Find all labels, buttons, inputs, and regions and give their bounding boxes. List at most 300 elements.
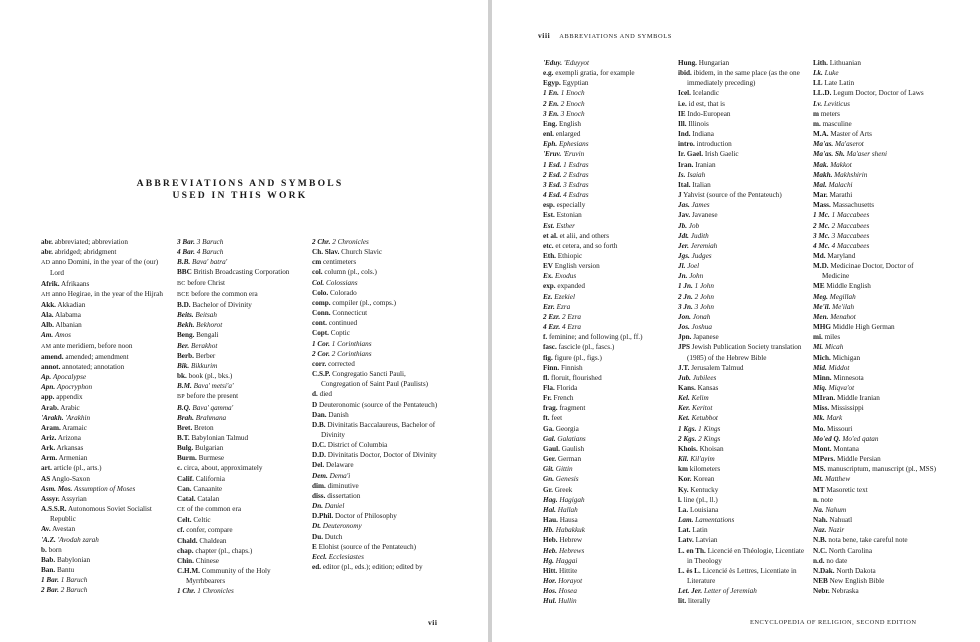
abbreviation-term: 2 Kgs. xyxy=(678,434,697,443)
abbreviation-definition: id est, that is xyxy=(688,99,725,108)
abbreviation-definition: Ethiopic xyxy=(557,251,583,260)
abbreviation-definition: anno Domini, in the year of the (our) Lord xyxy=(50,258,159,278)
abbreviation-definition: Iranian xyxy=(695,160,716,169)
abbreviation-entry xyxy=(678,271,806,281)
abbreviation-definition: Lithuanian xyxy=(829,59,861,67)
abbreviation-entry xyxy=(678,221,806,231)
abbreviation-entry xyxy=(678,586,806,596)
abbreviation-definition: 1 Kings xyxy=(698,424,721,433)
abbreviation-entry xyxy=(312,552,444,562)
abbreviation-term: Asm. Mos. xyxy=(41,484,73,493)
abbreviation-definition: Avestan xyxy=(52,525,76,534)
abbreviation-term: Kil. xyxy=(678,455,689,464)
abbreviation-entry xyxy=(177,403,305,413)
abbreviation-term: Egyp. xyxy=(543,79,561,88)
abbreviation-definition: Deuteronomy xyxy=(322,522,362,531)
abbreviation-entry xyxy=(813,119,941,129)
abbreviation-entry xyxy=(312,369,444,389)
abbreviation-entry xyxy=(41,341,169,352)
abbreviation-definition: Joshua xyxy=(691,323,712,332)
abbreviation-definition: Horayot xyxy=(558,576,583,585)
abbreviation-term: C.S.P. xyxy=(312,370,331,379)
abbreviation-definition: 3 Enoch xyxy=(560,109,585,118)
abbreviation-definition: Finnish xyxy=(560,363,583,372)
abbreviation-entry xyxy=(678,413,806,423)
abbreviation-term: E xyxy=(312,542,317,551)
abbreviation-definition: Lamentations xyxy=(695,516,735,525)
abbreviation-definition: floruit, flourished xyxy=(550,373,602,382)
abbreviation-term: corr. xyxy=(312,359,327,368)
abbreviation-term: M.A. xyxy=(813,130,829,139)
abbreviation-entry xyxy=(543,353,671,363)
abbreviation-definition: Estonian xyxy=(556,211,582,220)
abbreviation-entry xyxy=(41,423,169,433)
abbreviation-entry xyxy=(177,546,305,556)
abbreviation-entry xyxy=(678,160,806,170)
abbreviation-entry xyxy=(177,515,305,525)
abbreviation-term: Afrik. xyxy=(41,279,60,288)
abbreviation-definition: Canaanite xyxy=(193,484,223,493)
abbreviation-term: B.M. xyxy=(177,382,192,391)
abbreviation-definition: English xyxy=(558,119,581,128)
abbreviation-term: Bab. xyxy=(41,555,56,564)
abbreviation-entry xyxy=(312,257,444,267)
abbreviation-term: Bulg. xyxy=(177,444,194,453)
abbreviation-term: 1 En. xyxy=(543,89,559,98)
abbreviation-entry xyxy=(813,576,941,586)
abbreviation-term: Lv. xyxy=(813,99,823,108)
abbreviation-entry xyxy=(813,139,941,149)
abbreviation-definition: Genesis xyxy=(555,475,579,484)
abbreviation-entry xyxy=(543,271,671,281)
abbreviation-entry xyxy=(813,464,941,474)
abbreviation-definition: exempli gratia, for example xyxy=(555,69,635,78)
abbreviation-entry xyxy=(177,566,305,586)
abbreviation-entry xyxy=(177,391,305,402)
abbreviation-definition: 'Avodah zarah xyxy=(57,535,99,544)
abbreviation-definition: et alii, and others xyxy=(559,231,610,240)
abbreviation-term: comp. xyxy=(312,298,331,307)
abbreviation-entry xyxy=(678,58,806,68)
abbreviation-definition: Illinois xyxy=(688,119,709,128)
abbreviation-term: AM xyxy=(41,343,52,350)
abbreviation-term: esp. xyxy=(543,201,555,210)
abbreviation-definition: Egyptian xyxy=(562,79,589,88)
abbreviation-definition: Babylonian Talmud xyxy=(191,433,249,442)
abbreviation-entry xyxy=(41,433,169,443)
abbreviation-term: Jas. xyxy=(678,201,690,210)
abbreviation-entry xyxy=(177,525,305,535)
abbreviation-definition: Elohist (source of the Pentateuch) xyxy=(318,542,416,551)
abbreviation-definition: Haggai xyxy=(555,556,578,565)
abbreviation-entry xyxy=(678,566,806,586)
abbreviation-definition: Breton xyxy=(194,423,214,432)
abbreviation-entry xyxy=(678,464,806,474)
abbreviation-entry xyxy=(678,322,806,332)
abbreviation-term: Mid. xyxy=(813,363,827,372)
abbreviation-definition: Middle Iranian xyxy=(836,394,880,403)
abbreviation-definition: 1 Maccabees xyxy=(831,211,870,220)
abbreviation-definition: Latin xyxy=(692,526,708,535)
abbreviation-entry xyxy=(678,119,806,129)
abbreviation-term: Calif. xyxy=(177,474,194,483)
abbreviation-definition: 2 John xyxy=(694,292,714,301)
abbreviation-term: b. xyxy=(41,545,47,554)
abbreviation-term: L. ès L. xyxy=(678,566,701,575)
abbreviation-entry xyxy=(177,320,305,330)
abbreviation-entry xyxy=(813,129,941,139)
abbreviation-definition: Kil'ayim xyxy=(690,455,715,464)
abbreviation-definition: Hebrew xyxy=(559,536,583,545)
abbreviation-term: Jpn. xyxy=(678,333,692,342)
abbreviation-entry xyxy=(312,278,444,288)
abbreviation-entry xyxy=(543,556,671,566)
abbreviation-entry xyxy=(678,231,806,241)
abbreviation-entry xyxy=(543,88,671,98)
abbreviation-entry xyxy=(177,247,305,257)
abbreviation-entry xyxy=(177,586,305,596)
abbreviation-term: fig. xyxy=(543,353,553,362)
abbreviation-entry xyxy=(678,546,806,566)
abbreviation-term: lit. xyxy=(678,597,687,606)
abbreviation-term: Gn. xyxy=(543,475,554,484)
abbreviation-entry xyxy=(41,524,169,534)
abbreviation-entry xyxy=(813,241,941,251)
abbreviation-term: Jgs. xyxy=(678,251,690,260)
abbreviation-definition: Hausa xyxy=(559,516,578,525)
abbreviation-entry xyxy=(543,68,671,78)
abbreviation-definition: Nebraska xyxy=(831,587,859,596)
abbreviation-term: Ez. xyxy=(543,292,553,301)
abbreviation-entry xyxy=(177,443,305,453)
abbreviation-definition: Japanese xyxy=(693,333,719,342)
abbreviation-term: 2 Bar. xyxy=(41,586,59,595)
abbreviation-entry xyxy=(543,474,671,484)
abbreviation-definition: Autonomous Soviet Socialist Republic xyxy=(50,505,152,524)
abbreviation-term: Ga. xyxy=(543,424,554,433)
abbreviation-entry xyxy=(678,373,806,383)
abbreviation-term: Ket. xyxy=(678,414,690,423)
abbreviation-term: Bret. xyxy=(177,423,193,432)
abbreviation-definition: North Dakota xyxy=(836,566,876,575)
abbreviation-term: Lith. xyxy=(813,59,828,67)
abbreviation-term: D.Phil. xyxy=(312,512,334,521)
abbreviation-definition: literally xyxy=(687,597,711,606)
abbreviation-term: c. xyxy=(177,464,182,473)
abbreviation-term: Ma'as. xyxy=(813,140,834,149)
abbreviation-entry xyxy=(678,129,806,139)
abbreviation-definition: Ezra xyxy=(556,302,571,311)
abbreviation-entry xyxy=(678,515,806,525)
abbreviation-term: 4 Ezr. xyxy=(543,323,561,332)
abbreviation-entry xyxy=(312,542,444,552)
abbreviation-entry xyxy=(813,200,941,210)
abbreviation-term: Alb. xyxy=(41,321,54,330)
abbreviation-definition: John xyxy=(689,272,704,281)
abbreviation-definition: Malachi xyxy=(828,180,853,189)
abbreviation-definition: Bantu xyxy=(56,566,75,574)
abbreviation-term: Assyr. xyxy=(41,494,60,503)
abbreviation-term: Eth. xyxy=(543,251,556,260)
abbreviation-term: Bik. xyxy=(177,361,190,370)
abbreviation-term: f. xyxy=(543,333,548,342)
abbreviation-definition: District of Columbia xyxy=(327,441,388,450)
abbreviation-entry xyxy=(41,535,169,545)
abbreviation-entry xyxy=(543,109,671,119)
abbreviation-definition: Arizona xyxy=(57,433,81,442)
abbreviation-definition: Berakhot xyxy=(190,341,218,350)
abbreviation-definition: 1 Esdras xyxy=(563,160,589,169)
abbreviation-definition: Coptic xyxy=(330,329,350,338)
abbreviation-definition: Ecclesiastes xyxy=(328,552,364,561)
abbreviation-entry xyxy=(177,381,305,391)
abbreviation-entry xyxy=(312,328,444,338)
abbreviation-term: amend. xyxy=(41,352,64,361)
abbreviation-definition: Divinitatis Doctor, Doctor of Divinity xyxy=(327,451,437,460)
abbreviation-term: La. xyxy=(678,505,689,514)
abbreviation-entry xyxy=(177,330,305,340)
abbreviation-definition: 2 Chronicles xyxy=(332,238,369,246)
abbreviation-entry xyxy=(41,247,169,257)
abbreviation-entry xyxy=(543,312,671,322)
abbreviation-entry xyxy=(41,352,169,362)
abbreviation-entry xyxy=(312,471,444,481)
abbreviation-entry xyxy=(543,200,671,210)
running-head xyxy=(538,31,672,40)
abbreviation-definition: Missouri xyxy=(826,424,853,433)
abbreviation-entry xyxy=(41,413,169,423)
abbreviation-term: 1 Chr. xyxy=(177,587,196,596)
abbreviation-term: art. xyxy=(41,464,52,473)
abbreviation-term: Eph. xyxy=(543,140,558,149)
abbreviation-term: 2 Cor. xyxy=(312,349,330,358)
book-title-footer: ENCYCLOPEDIA OF RELIGION, SECOND EDITION xyxy=(750,619,917,626)
abbreviation-entry xyxy=(543,525,671,535)
abbreviation-entry xyxy=(678,281,806,291)
abbreviation-entry xyxy=(312,349,444,359)
abbreviation-entry xyxy=(543,221,671,231)
abbreviation-definition: Irish Gaelic xyxy=(704,150,739,159)
abbreviation-term: Ky. xyxy=(678,485,689,494)
abbreviation-term: Latv. xyxy=(678,536,694,545)
abbreviation-term: fl. xyxy=(543,373,550,382)
abbreviation-term: 1 Esd. xyxy=(543,160,562,169)
abbreviation-definition: Massachusetts xyxy=(832,201,875,210)
abbreviation-term: Jn. xyxy=(678,272,688,281)
abbreviation-entry xyxy=(177,351,305,361)
abbreviation-term: BC xyxy=(177,280,186,287)
abbreviation-entry xyxy=(678,149,806,159)
abbreviation-term: Lam. xyxy=(678,516,694,525)
abbreviation-term: Dn. xyxy=(312,502,323,511)
abbreviation-term: Lk. xyxy=(813,69,823,78)
abbreviation-definition: Jeremiah xyxy=(690,241,718,250)
abbreviation-term: Arm. xyxy=(41,454,58,463)
abbreviation-definition: Menahot xyxy=(830,312,856,321)
abbreviation-term: Kans. xyxy=(678,384,696,392)
abbreviation-definition: Judith xyxy=(690,231,709,240)
abbreviation-entry xyxy=(543,78,671,88)
abbreviation-term: D xyxy=(312,400,318,409)
abbreviation-definition: 2 Corinthians xyxy=(331,349,372,358)
abbreviation-term: Md. xyxy=(813,251,826,260)
abbreviation-term: Gal. xyxy=(543,434,556,443)
abbreviation-definition: Makhshirin xyxy=(834,170,868,179)
abbreviation-term: J.T. xyxy=(678,363,690,372)
abbreviation-definition: Indo-European xyxy=(687,109,731,118)
abbreviation-term: Miss. xyxy=(813,404,830,413)
abbreviation-entry xyxy=(543,139,671,149)
abbreviation-entry xyxy=(813,495,941,505)
abbreviation-entry xyxy=(813,332,941,342)
abbreviation-definition: Apocalypse xyxy=(52,373,87,382)
abbreviation-term: cm xyxy=(312,258,322,267)
abbreviation-term: Apn. xyxy=(41,383,56,392)
abbreviation-definition: Danish xyxy=(328,410,349,419)
abbreviation-term: B.T. xyxy=(177,433,190,442)
abbreviation-definition: introduction xyxy=(696,140,732,149)
abbreviation-definition: Hebrews xyxy=(558,546,585,555)
abbreviation-term: LL.D. xyxy=(813,89,832,98)
abbreviation-definition: Nahum xyxy=(825,505,847,514)
abbreviation-term: Jb. xyxy=(678,221,687,230)
abbreviation-term: 2 Ezr. xyxy=(543,312,561,321)
abbreviation-term: NEB xyxy=(813,576,828,585)
abbreviation-term: Ex. xyxy=(543,272,554,281)
abbreviation-term: Heb. xyxy=(543,546,558,555)
abbreviation-term: Conn. xyxy=(312,309,331,318)
abbreviation-entry xyxy=(813,515,941,525)
abbreviation-definition: Masoretic text xyxy=(826,485,868,494)
title-line-1: ABBREVIATIONS AND SYMBOLS xyxy=(136,178,344,189)
abbreviation-term: Ber. xyxy=(177,341,190,350)
abbreviation-definition: Ephesians xyxy=(558,140,589,149)
abbreviation-term: B.Q. xyxy=(177,403,191,412)
abbreviation-definition: Colossians xyxy=(325,278,358,287)
abbreviation-term: Eccl. xyxy=(312,552,327,561)
abbreviation-term: 2 Chr. xyxy=(312,238,331,246)
abbreviation-term: Is. xyxy=(678,170,686,179)
abbreviation-definition: Middle High German xyxy=(832,323,895,332)
abbreviation-definition: enlarged xyxy=(555,130,581,139)
abbreviation-term: diss. xyxy=(312,491,326,500)
abbreviation-entry xyxy=(543,342,671,352)
abbreviation-definition: 1 Baruch xyxy=(60,576,88,585)
abbreviation-definition: masculine xyxy=(822,119,852,128)
abbreviation-definition: Yahvist (source of the Pentateuch) xyxy=(683,191,782,200)
abbreviation-term: Fla. xyxy=(543,384,555,392)
abbreviation-definition: fragment xyxy=(559,404,586,413)
abbreviation-definition: Jonah xyxy=(692,312,711,321)
abbreviation-definition: chapter (pl., chaps.) xyxy=(195,546,253,555)
abbreviation-term: Nah. xyxy=(813,516,828,525)
abbreviation-definition: 'Eduyyot xyxy=(563,59,589,67)
abbreviation-entry xyxy=(813,78,941,88)
abbreviation-definition: Bikkurim xyxy=(190,361,218,370)
abbreviation-definition: no date xyxy=(826,556,848,565)
abbreviation-entry xyxy=(543,576,671,586)
abbreviation-definition: Hallah xyxy=(557,505,578,514)
abbreviation-term: Jav. xyxy=(678,211,691,220)
abbreviation-term: Mo'ed Q. xyxy=(813,434,841,443)
title-line-2: USED IN THIS WORK xyxy=(172,190,308,201)
abbreviation-entry xyxy=(312,491,444,501)
abbreviation-definition: Jewish Publication Society translation (1985) of the Hebrew Bible xyxy=(687,343,802,362)
abbreviation-term: Aram. xyxy=(41,423,61,432)
abbreviation-definition: Georgia xyxy=(555,424,579,433)
abbreviation-term: Av. xyxy=(41,525,51,534)
abbreviation-definition: Minnesota xyxy=(833,373,864,382)
abbreviation-entry xyxy=(41,494,169,504)
abbreviation-definition: Ketubbot xyxy=(691,414,718,423)
running-head-page-number: viii xyxy=(538,31,551,40)
abbreviation-entry xyxy=(177,361,305,371)
abbreviation-entry xyxy=(678,332,806,342)
abbreviation-definition: before Christ xyxy=(187,278,226,287)
abbreviation-entry xyxy=(41,403,169,413)
abbreviation-term: Can. xyxy=(177,484,192,493)
abbreviation-entry xyxy=(678,535,806,545)
left-page xyxy=(0,0,488,642)
abbreviation-definition: feminine; and following (pl., ff.) xyxy=(549,333,643,342)
abbreviation-definition: Latvian xyxy=(695,536,718,545)
abbreviation-term: 1 Kgs. xyxy=(678,424,697,433)
abbreviation-term: cf. xyxy=(177,526,185,535)
abbreviation-definition: 2 Ezra xyxy=(561,312,581,321)
abbreviation-term: Hal. xyxy=(543,505,556,514)
abbreviation-term: Git. xyxy=(543,465,554,474)
abbreviation-definition: Bekhorot xyxy=(196,321,223,330)
abbreviation-entry xyxy=(543,413,671,423)
abbreviation-term: app. xyxy=(41,393,55,402)
abbreviation-term: Gr. xyxy=(543,485,553,494)
abbreviation-definition: Megillah xyxy=(829,292,856,301)
abbreviation-term: J xyxy=(678,191,682,200)
abbreviation-entry xyxy=(543,180,671,190)
abbreviation-entry xyxy=(678,474,806,484)
abbreviation-entry xyxy=(41,463,169,473)
abbreviation-entry xyxy=(543,241,671,251)
abbreviation-term: abr. xyxy=(41,248,53,257)
abbreviation-definition: 2 Esdras xyxy=(563,170,589,179)
abbreviation-definition: 'Arakhin xyxy=(65,413,91,422)
abbreviation-entry xyxy=(813,210,941,220)
abbreviation-entry xyxy=(678,210,806,220)
abbreviation-entry xyxy=(678,525,806,535)
abbreviation-entry xyxy=(813,485,941,495)
abbreviation-term: JPS xyxy=(678,343,690,352)
abbreviation-definition: Babylonian xyxy=(56,555,91,564)
abbreviation-definition: Brahmana xyxy=(195,413,227,422)
abbreviation-entry xyxy=(543,424,671,434)
abbreviation-term: Col. xyxy=(312,278,325,287)
abbreviation-definition: Church Slavic xyxy=(341,248,383,257)
abbreviation-entry xyxy=(813,393,941,403)
abbreviation-entry xyxy=(813,424,941,434)
abbreviation-definition: Jubilees xyxy=(692,373,717,382)
abbreviation-definition: 3 Esdras xyxy=(563,180,589,189)
abbreviation-entry xyxy=(312,460,444,470)
abbreviation-term: 'Arakh. xyxy=(41,413,64,422)
abbreviation-entry xyxy=(678,485,806,495)
abbreviation-entry xyxy=(177,474,305,484)
abbreviation-definition: 1 Enoch xyxy=(560,89,585,98)
abbreviation-entry xyxy=(177,310,305,320)
abbreviation-term: Jdt. xyxy=(678,231,689,240)
abbrev-column-5 xyxy=(678,58,806,606)
abbreviation-term: ft. xyxy=(543,414,550,423)
abbreviation-definition: Amos xyxy=(54,331,71,340)
